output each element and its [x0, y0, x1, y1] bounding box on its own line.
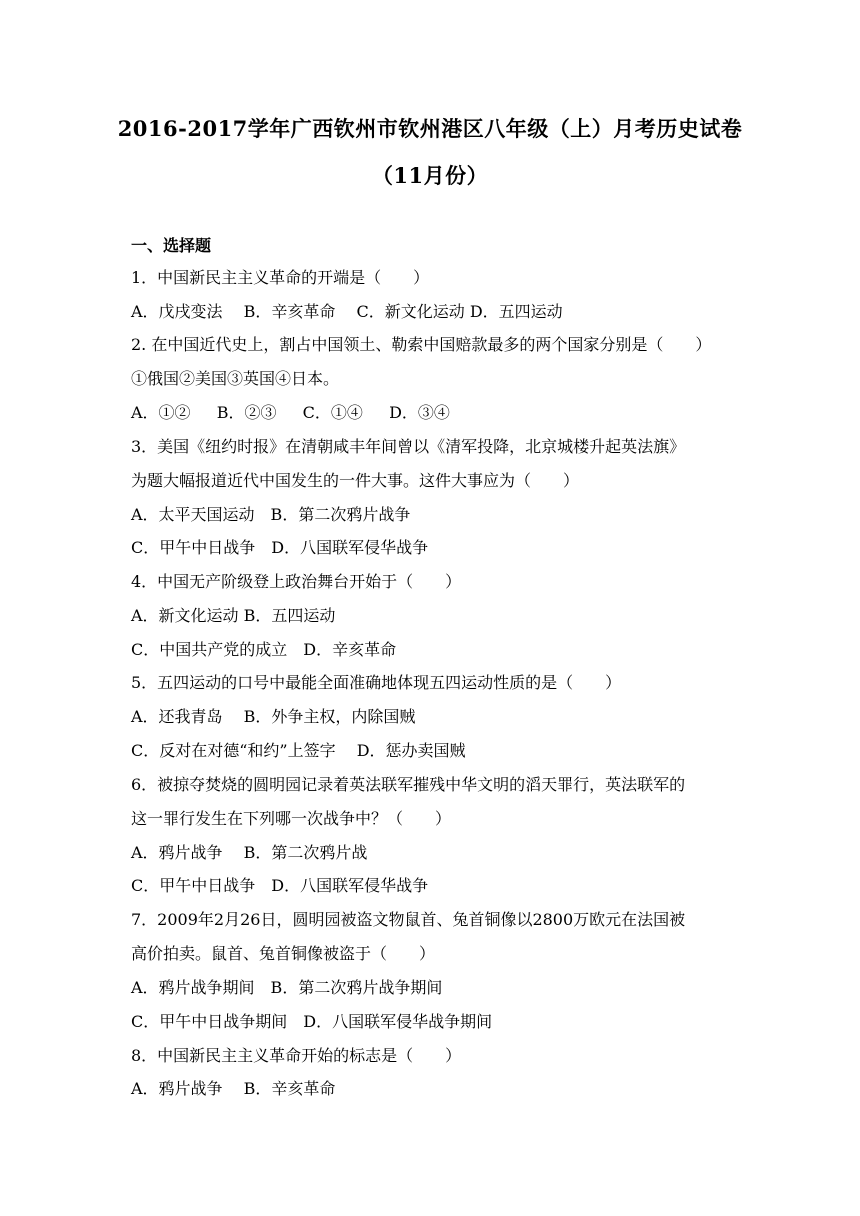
- question-line: 8．中国新民主主义革命开始的标志是（ ）: [131, 1046, 462, 1065]
- question-line: A．戊戌变法 B．辛亥革命 C．新文化运动 D．五四运动: [131, 302, 563, 321]
- question-line: 高价拍卖。鼠首、兔首铜像被盗于（ ）: [131, 944, 436, 963]
- section-heading: 一、选择题: [131, 236, 212, 255]
- question-line: ①俄国②美国③英国④日本。: [131, 369, 340, 388]
- question-line: A．太平天国运动 B．第二次鸦片战争: [131, 505, 411, 524]
- question-line: 3．美国《纽约时报》在清朝咸丰年间曾以《清军投降，北京城楼升起英法旗》: [131, 437, 686, 456]
- question-line: 7．2009年2月26日，圆明园被盗文物鼠首、兔首铜像以2800万欧元在法国被: [131, 910, 686, 929]
- question-line: 为题大幅报道近代中国发生的一件大事。这件大事应为（ ）: [131, 471, 580, 490]
- document-title: 2016-2017学年广西钦州市钦州港区八年级（上）月考历史试卷: [117, 116, 743, 141]
- question-line: A．鸦片战争 B．第二次鸦片战: [131, 843, 368, 862]
- question-line: C．甲午中日战争 D．八国联军侵华战争: [131, 538, 429, 557]
- question-line: A．还我青岛 B．外争主权，内除国贼: [131, 707, 416, 726]
- question-line: A．①② B．②③ C．①④ D．③④: [131, 403, 450, 422]
- document-subtitle: （11月份）: [371, 163, 489, 188]
- question-line: 1．中国新民主主义革命的开端是（ ）: [131, 268, 430, 287]
- question-line: C．中国共产党的成立 D．辛亥革命: [131, 640, 397, 659]
- question-line: A．新文化运动 B．五四运动: [131, 606, 336, 625]
- question-line: C．甲午中日战争期间 D．八国联军侵华战争期间: [131, 1012, 493, 1031]
- question-line: A．鸦片战争期间 B．第二次鸦片战争期间: [131, 978, 443, 997]
- question-line: A．鸦片战争 B．辛亥革命: [131, 1079, 336, 1098]
- question-line: C．甲午中日战争 D．八国联军侵华战争: [131, 876, 429, 895]
- question-line: 4．中国无产阶级登上政治舞台开始于（ ）: [131, 572, 462, 591]
- question-line: 2. 在中国近代史上，割占中国领土、勒索中国赔款最多的两个国家分别是（ ）: [131, 335, 712, 354]
- question-line: 5．五四运动的口号中最能全面准确地体现五四运动性质的是（ ）: [131, 673, 622, 692]
- question-line: C．反对在对德“和约”上签字 D．惩办卖国贼: [131, 741, 466, 760]
- question-line: 这一罪行发生在下列哪一次战争中？（ ）: [131, 809, 452, 828]
- question-line: 6．被掠夺焚烧的圆明园记录着英法联军摧残中华文明的滔天罪行，英法联军的: [131, 775, 686, 794]
